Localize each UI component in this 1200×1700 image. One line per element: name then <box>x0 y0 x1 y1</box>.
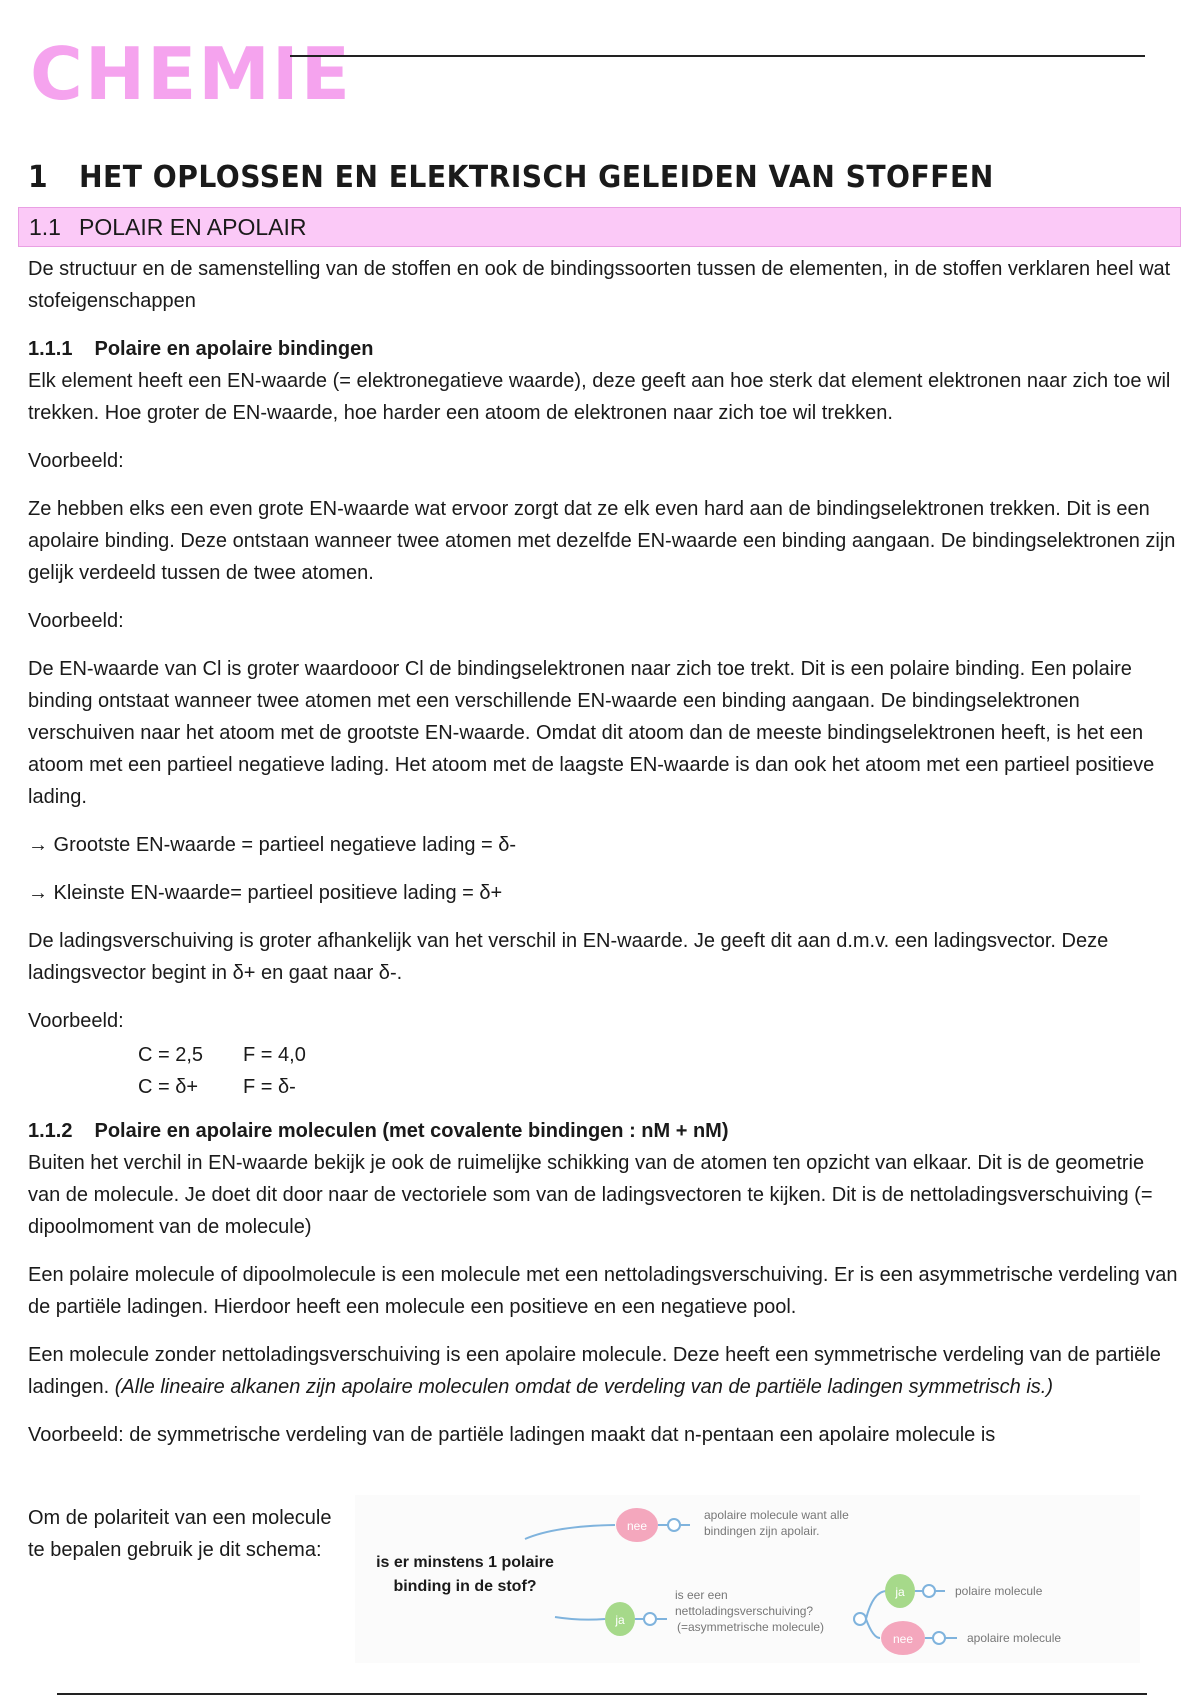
connector-node <box>644 1613 656 1625</box>
paragraph: Een polaire molecule of dipoolmolecule is een molecule met een nettoladingsverschuiving. Er is een asymmetrische verdeling van de partiële ladingen. Hierdoor heeft een molecule een positieve en een negatieve pool. <box>28 1264 1178 1318</box>
paragraph: De ladingsverschuiving is groter afhankelijk van het verschil in EN-waarde. Je geeft dit aan d.m.v. een ladingsvector. Deze ladingsvector begint in δ+ en gaat naar δ-. <box>28 930 1109 984</box>
subsection-title: Polaire en apolaire moleculen (met covalente bindingen : nM + nM) <box>94 1120 729 1142</box>
question-2-line2: nettoladingsverschuiving? <box>675 1604 814 1618</box>
example-value: F = 4,0 <box>243 1044 306 1066</box>
example-value: C = 2,5 <box>138 1044 204 1066</box>
page-title: CHEMIE <box>30 32 352 116</box>
subsection-number: 1.1.1 <box>28 338 73 360</box>
arrow-note: → Grootste EN-waarde = partieel negatieve lading = δ- <box>28 834 517 856</box>
section-heading <box>18 207 1181 247</box>
connector-node <box>933 1632 945 1644</box>
chapter-number: 1 <box>28 160 49 195</box>
subsection-title: Polaire en apolaire bindingen <box>94 338 374 360</box>
subsection-heading-2 <box>28 1115 1178 1147</box>
connector-node <box>668 1519 680 1531</box>
connector-node <box>923 1585 935 1597</box>
ja-label: ja <box>615 1613 625 1627</box>
branch-line-2-ja <box>866 1591 887 1619</box>
flowchart-svg <box>355 1495 1140 1663</box>
example-label: Voorbeeld: <box>28 610 124 632</box>
nee-label: nee <box>892 1632 914 1646</box>
connector-node <box>854 1613 866 1625</box>
example-values <box>138 1039 1178 1103</box>
answer-nee-line1: apolaire molecule want alle <box>704 1508 849 1522</box>
paragraph: Ze hebben elks een even grote EN-waarde wat ervoor zorgt dat ze elk even hard aan de bindingselektronen trekken. Dit is een apolaire binding. Deze ontstaan wanneer twee atomen met dezelfde EN-waarde een binding aangaan. De bindingselektronen zijn gelijk verdeeld tussen de twee atomen. <box>28 498 1176 584</box>
answer-nee-line2: bindingen zijn apolair. <box>704 1524 820 1538</box>
question-1-line1: is er minstens 1 polaire <box>376 1554 554 1571</box>
branch-line-2-nee <box>866 1619 880 1638</box>
intro-paragraph: De structuur en de samenstelling van de stoffen en ook de bindingssoorten tussen de elementen, in de stoffen verklaren heel wat stofeigenschappen <box>28 258 1171 312</box>
chapter-title: HET OPLOSSEN EN ELEKTRISCH GELEIDEN VAN STOFFEN <box>78 160 994 195</box>
paragraph: Voorbeeld: de symmetrische verdeling van de partiële ladingen maakt dat n-pentaan een apolaire molecule is <box>28 1424 996 1446</box>
arrow-note: → Kleinste EN-waarde= partieel positieve lading = δ+ <box>28 882 503 904</box>
nee-label: nee <box>626 1519 648 1533</box>
paragraph: De EN-waarde van Cl is groter waardooor Cl de bindingselektronen naar zich toe trekt. Dit is een polaire binding. Een polaire binding ontstaat wanneer twee atomen met een verschillende EN-waarde een binding aangaan. De bindingselektronen verschuiven naar het atoom met de grootste EN-waarde. Omdat dit atoom dan de meeste bindingselektronen heeft, is het een atoom met een partieel negatieve lading. Het atoom met de laagste EN-waarde is dan ook het atoom met een partieel positieve lading. <box>28 658 1155 808</box>
paragraph: Elk element heeft een EN-waarde (= elektronegatieve waarde), deze geeft aan hoe sterk dat element elektronen naar zich toe wil trekken. Hoe groter de EN-waarde, hoe harder een atoom de elektronen naar zich toe wil trekken. <box>28 370 1171 424</box>
example-label: Voorbeeld: <box>28 450 124 472</box>
paragraph-text: Een molecule zonder nettoladingsverschuiving is een apolaire molecule. Deze heeft een symmetrische verdeling van de partiële ladingen. <box>28 1344 1161 1398</box>
section-title: POLAIR EN APOLAIR <box>78 213 307 240</box>
question-1-line2: binding in de stof? <box>393 1578 537 1595</box>
ja-label: ja <box>895 1585 905 1599</box>
content <box>28 253 1178 1467</box>
schema-intro: Om de polariteit van een molecule te bepalen gebruik je dit schema: <box>28 1507 332 1561</box>
example-value: F = δ- <box>243 1076 296 1098</box>
section-number: 1.1 <box>29 213 61 240</box>
result-apolar: apolaire molecule <box>967 1631 1062 1645</box>
subsection-heading-1 <box>28 333 1178 365</box>
title-rule <box>290 55 1145 57</box>
question-2-line1: is eer een <box>675 1588 728 1602</box>
result-polar: polaire molecule <box>955 1584 1043 1598</box>
example-label: Voorbeeld: <box>28 1010 124 1032</box>
chapter-heading <box>28 160 994 195</box>
example-value: C = δ+ <box>138 1076 199 1098</box>
question-2-line3: (=asymmetrische molecule) <box>677 1620 825 1634</box>
subsection-number: 1.1.2 <box>28 1120 73 1142</box>
polarity-flowchart <box>355 1495 1140 1663</box>
footer-rule <box>57 1693 1147 1695</box>
branch-line-nee <box>525 1525 615 1539</box>
branch-line-ja <box>555 1617 605 1620</box>
paragraph <box>28 1339 1178 1403</box>
italic-note: (Alle lineaire alkanen zijn apolaire moleculen omdat de verdeling van de partiële ladingen symmetrisch is.) <box>114 1376 1054 1398</box>
paragraph: Buiten het verchil in EN-waarde bekijk je ook de ruimelijke schikking van de atomen ten opzicht van elkaar. Dit is de geometrie van de molecule. Je doet dit door naar de vectoriele som van de ladingsvectoren te kijken. Dit is de nettoladingsverschuiving (= dipoolmoment van de molecule) <box>28 1152 1153 1238</box>
